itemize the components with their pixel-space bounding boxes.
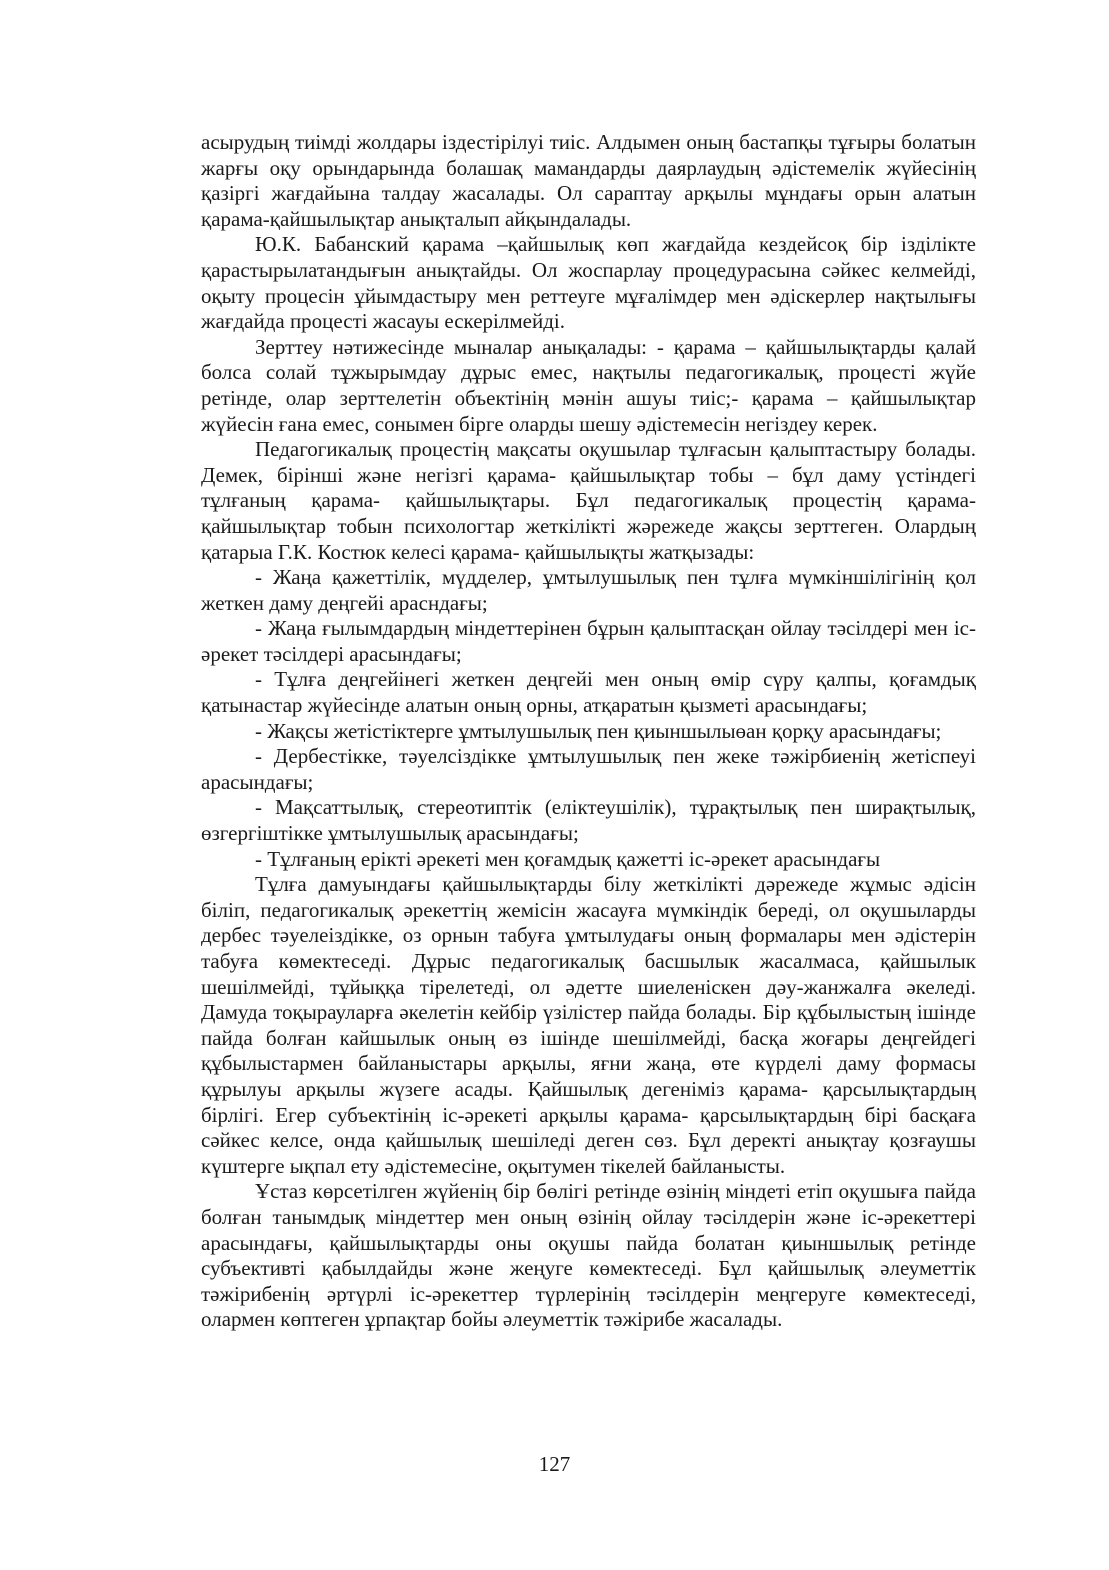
list-item-6: - Мақсаттылық, стереотиптік (еліктеушілік), тұрақтылық пен ширақтылық, өзгергіштікке ұмтылушылық арасындағы; [201, 795, 976, 846]
paragraph-6: Ұстаз көрсетілген жүйенің бір бөлігі ретінде өзінің міндеті етіп оқушыға пайда болған танымдық міндеттер мен оның өзінің ойлау тәсілдерін және іс-әрекеттері арасындағы, қайшылықтарды оны оқушы пайда болатан қиыншылық ретінде субъективті қабылдайды және жеңуге көмектеседі. Бұл қайшылық әлеуметтік тәжірибенің әртүрлі іс-әрекеттер түрлерінің тәсілдерін меңгеруге көмектеседі, олармен көптеген ұрпақтар бойы әлеуметтік тәжірибе жасалады. [201, 1179, 976, 1332]
paragraph-1: асырудың тиімді жолдары іздестірілуі тиіс. Алдымен оның бастапқы тұғыры болатын жарғы оқу орындарында болашақ мамандарды даярлаудың әдістемелік жүйесінің қазіргі жағдайына талдау жасалады. Ол сараптау арқылы мұндағы орын алатын қарама-қайшылықтар анықталып айқындалады. [201, 130, 976, 231]
page-number: 127 [538, 1452, 571, 1476]
list-item-5: - Дербестікке, тәуелсіздікке ұмтылушылық пен жеке тәжірбиенің жетіспеуі арасындағы; [201, 744, 976, 794]
list-item-4: - Жақсы жетістіктерге ұмтылушылық пен қиыншылыөан қорқу арасындағы; [255, 718, 942, 743]
list-item-3: - Тұлға деңгейінегі жеткен деңгейі мен оның өмір сүру қалпы, қоғамдық қатынастар жүйесінде алатын оның орны, атқаратын қызметі арасындағы; [201, 667, 976, 718]
paragraph-4: Педагогикалық процестің мақсаты оқушылар тұлғасын қалыптастыру болады. Демек, бірінші және негізгі қарама- қайшылықтар тобы – бұл даму үстіндегі тұлғаның қарама- қайшылықтары. Бұл педагогикалық процестің қарама-қайшылықтар тобын психологтар жеткілікті жәрежеде жақсы зерттеген. Олардың қатарыа Г.К. Костюк келесі қарама- қайшылықты жатқызады: [201, 437, 976, 564]
list-item-1: - Жаңа қажеттілік, мүдделер, ұмтылушылық пен тұлға мүмкіншілігінің қол жеткен даму деңгейі арасндағы; [201, 565, 976, 615]
paragraph-2: Ю.К. Бабанский қарама –қайшылық көп жағдайда кездейсоқ бір ізділікте қарастырылатандығын анықтайды. Ол жоспарлау процедурасына сәйкес келмейді, оқыту процесін ұйымдастыру мен реттеуге мұғалімдер мен әдіскерлер нақтылығы жағдайда процесті жасауы ескерілмейді. [201, 232, 976, 334]
body-text [201, 130, 976, 1333]
paragraph-5: Тұлға дамуындағы қайшылықтарды білу жеткілікті дәрежеде жұмыс әдісін біліп, педагогикалық әрекеттің жемісін жасауға мүмкіндік береді, ол оқушыларды дербес тәуелеіздікке, оз орнын табуға ұмтылудағы оның формалары мен әдістерін табуға көмектеседі. Дұрыс педагогикалық басшылык жасалмаса, қайшылык шешілмейді, тұйыққа тірелетеді, ол әдетте шиеленіскен дәу-жанжалға әкеледі. Дамуда тоқырауларға әкелетін кейбір үзілістер пайда болады. Бір құбылыстың ішінде пайда болған кайшылык оның өз ішінде шешілмейді, басқа жоғары деңгейдегі құбылыстармен байланыстары арқылы, яғни жаңа, өте күрделі даму формасы құрылуы арқылы жүзеге асады. Қайшылық дегеніміз қарама- қарсылықтардың бірлігі. Егер субъектінің іс-әрекеті арқылы қарама- қарсылықтардың бірі басқаға сәйкес келсе, онда қайшылық шешіледі деген сөз. Бұл деректі анықтау қозғаушы күштерге ықпал ету әдістемесіне, оқытумен тікелей байланысты. [201, 872, 976, 1178]
paragraph-3: Зерттеу нәтижесінде мыналар анықалады: - қарама – қайшылықтарды қалай болса солай тұжырымдау дұрыс емес, нақтылы педагогикалық, процесті жүйе ретінде, олар зерттелетін объектінің мәнін ашуы тиіс;- қарама – қайшылықтар жүйесін ғана емес, сонымен бірге оларды шешу әдістемесін негіздеу керек. [201, 334, 976, 436]
list-item-7: - Тұлғаның ерікті әрекеті мен қоғамдық қажетті іс-әрекет арасындағы [255, 846, 881, 871]
list-item-2: - Жаңа ғылымдардың міндеттерінен бұрын қалыптасқан ойлау тәсілдері мен іс-әрекет тәсілдері арасындағы; [201, 616, 976, 666]
